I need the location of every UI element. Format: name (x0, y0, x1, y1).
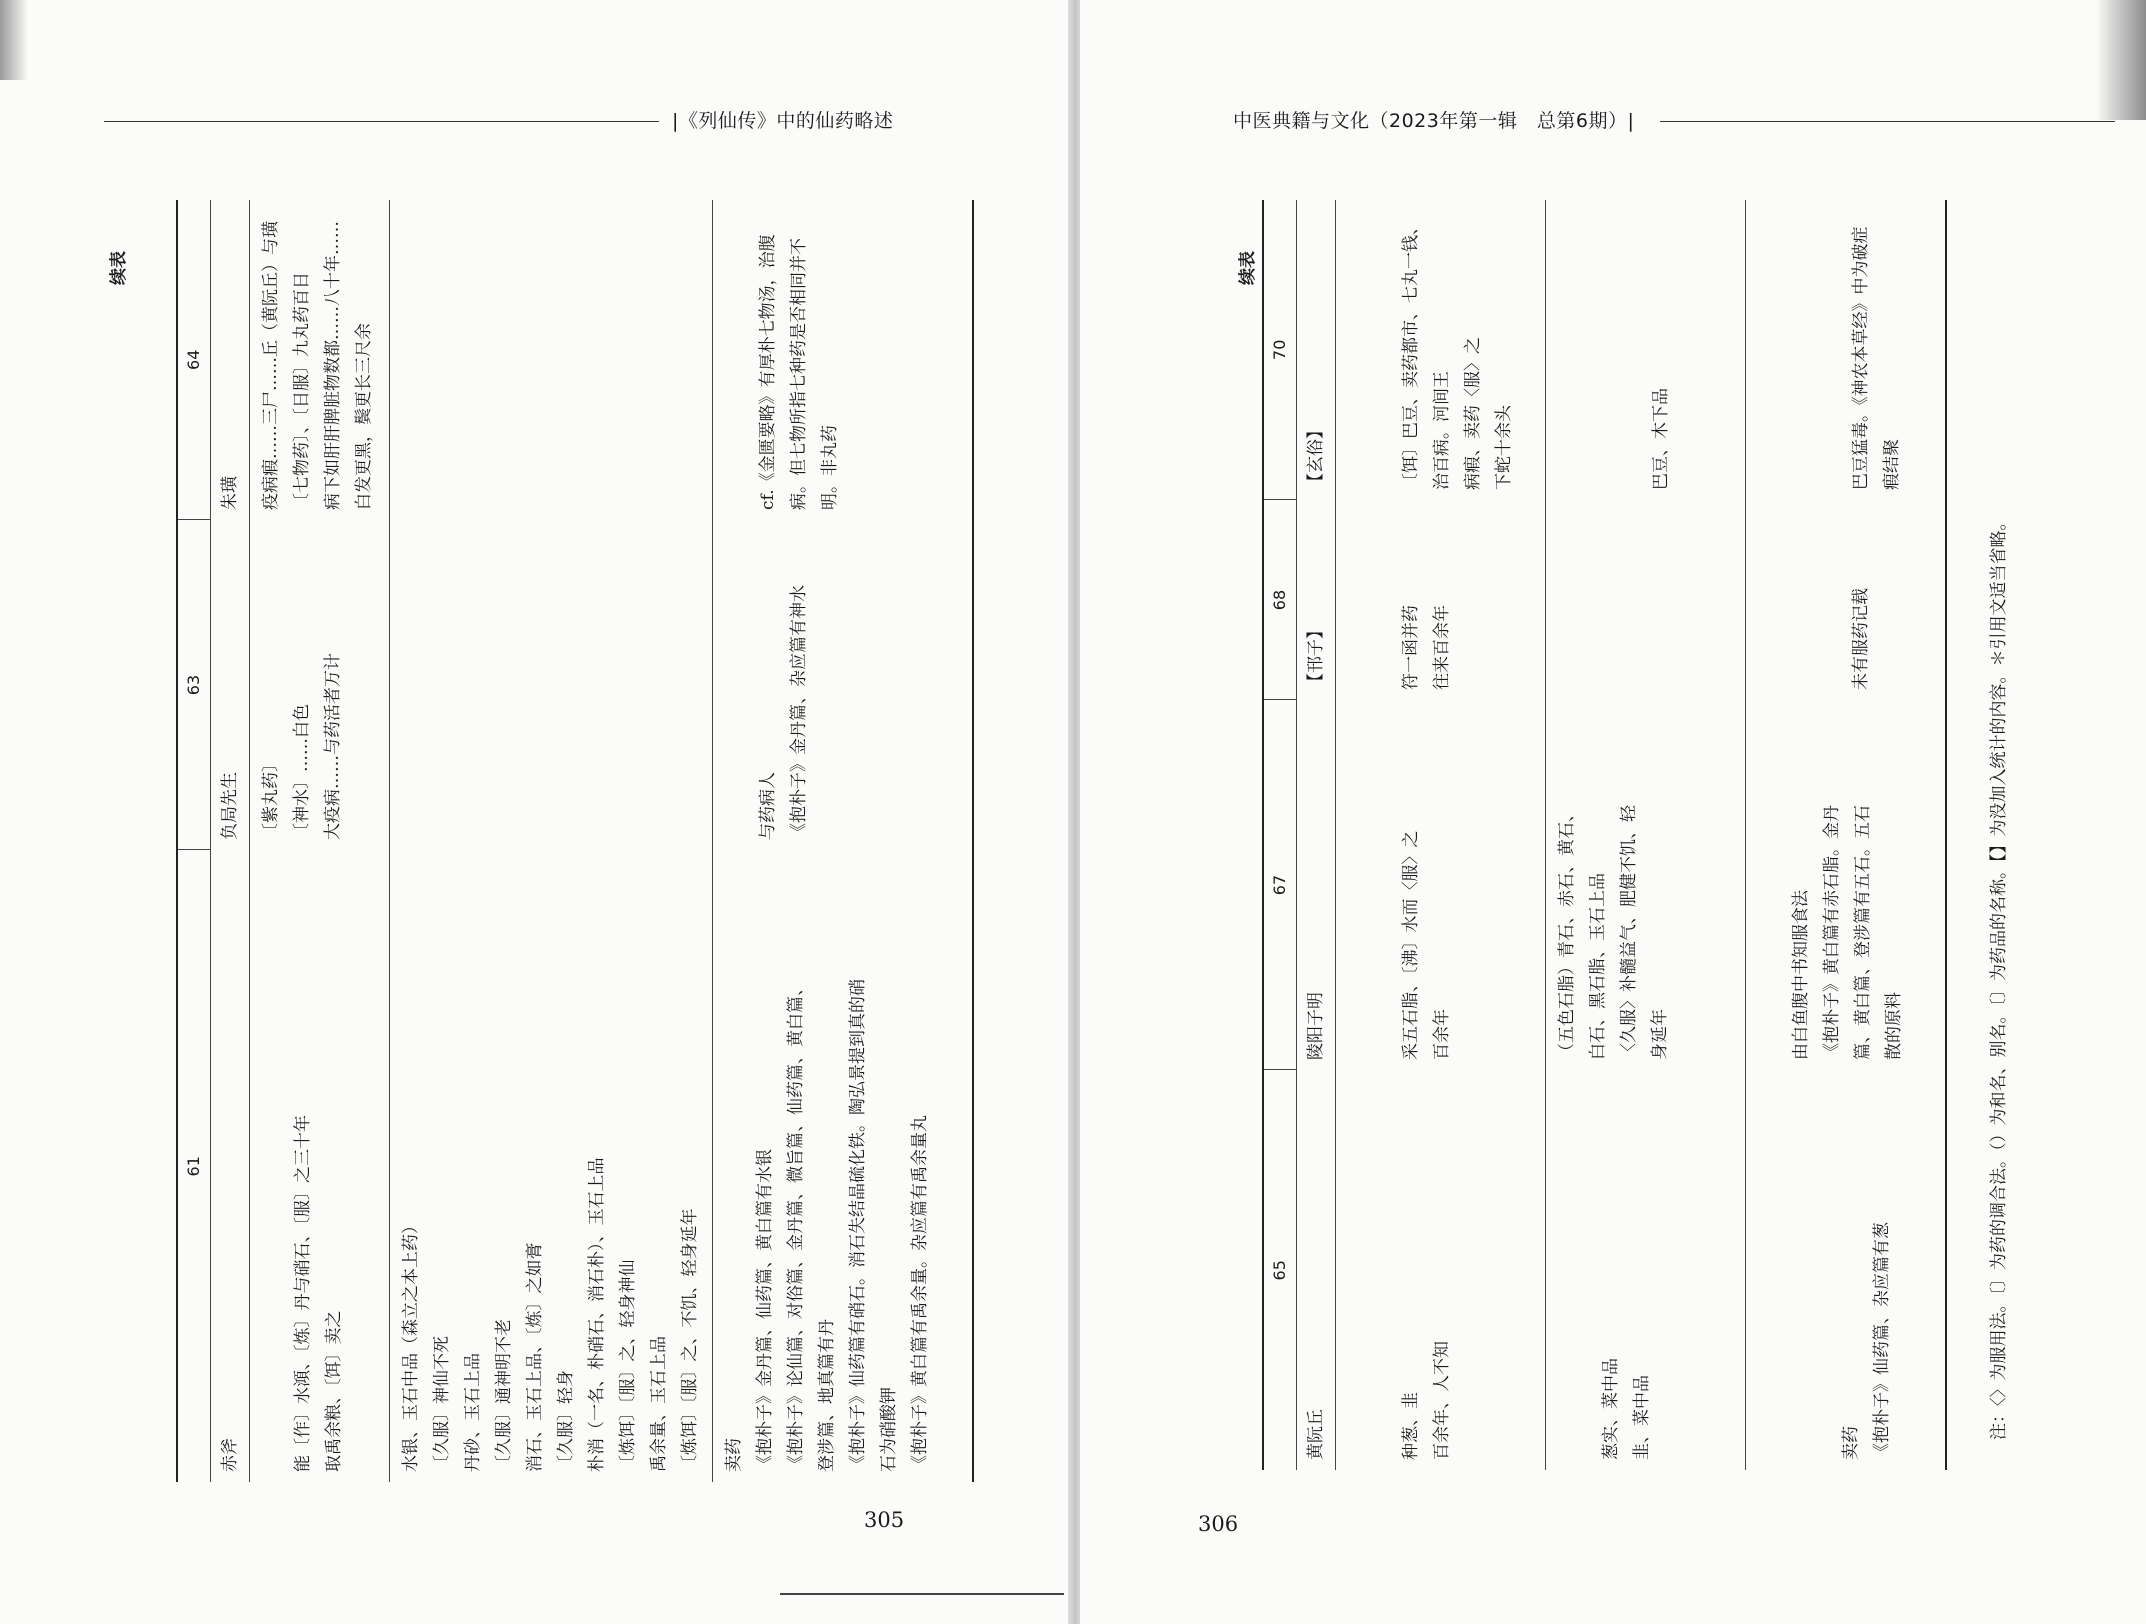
table-cell (1746, 1070, 1946, 1470)
cell-line: 〔久服〕通神明不老 (494, 1319, 514, 1472)
cell-line: 能〔作〕水澒、〔炼〕丹与硝石、〔服〕之三十年 (293, 1115, 313, 1472)
table-cell (713, 200, 973, 520)
cell-line: 巴豆、木下品 (1651, 388, 1671, 490)
table-cell (1746, 500, 1946, 700)
cell-line: 《抱朴子》黄白篇有赤石脂。金丹 (1822, 805, 1842, 1060)
continued-label: 续表 (1238, 251, 1258, 285)
immortal-name: 朱璜 (211, 200, 250, 520)
cell-line: 〔久服〕神仙不死 (432, 1336, 452, 1472)
table-cell (1336, 700, 1546, 1070)
cell-line: 〔久服〕轻身 (556, 1370, 576, 1472)
immortal-name: 【邗子】 (1297, 500, 1336, 700)
cell-line: 符一函并药 (1401, 605, 1421, 690)
cell-line: 〔炼饵〕〔服〕之、不饥、轻身延年 (680, 1208, 700, 1472)
cell-line: 与药病人 (758, 772, 778, 840)
cell-line: 《抱朴子》仙药篇、杂应篇有葱 (1872, 1222, 1892, 1460)
bottom-edge (780, 1593, 1064, 1595)
table-cell (713, 850, 973, 1482)
running-header: |《列仙传》中的仙药略述 (672, 110, 894, 132)
cell-line: 白石、黑石脂、玉石上品 (1588, 873, 1608, 1060)
cell-line: 卖药 (724, 1438, 744, 1472)
continued-table (176, 200, 974, 1482)
table-cell (1336, 1070, 1546, 1470)
cell-line: 《抱朴子》金丹篇、杂应篇有神水 (789, 585, 809, 840)
cell-line: 消石、玉石上品、〔炼〕之如膏 (525, 1242, 545, 1472)
table-cell (1546, 500, 1746, 700)
drug-row (1546, 200, 1746, 1470)
col-number: 61 (177, 850, 211, 1482)
col-number: 63 (177, 520, 211, 850)
cell-line: 水银、玉石中品（森立之本上药） (401, 1217, 421, 1472)
cell-line: 未有服药记载 (1851, 588, 1871, 690)
cell-line: 〔紫丸药〕 (261, 755, 281, 840)
table-cell (250, 200, 390, 520)
cell-line: 韭、菜中品 (1632, 1375, 1652, 1460)
cell-line: 种葱、韭 (1401, 1392, 1421, 1460)
scan-shadow (2096, 0, 2146, 120)
col-number: 67 (1263, 700, 1297, 1070)
cell-line: 身延年 (1650, 1009, 1670, 1060)
drug-row (390, 200, 713, 1482)
cell-line: 〔七物药〕、〔日服〕九丸药百日 (292, 272, 312, 510)
cell-line: 篇、黄白篇、登涉篇有五石。五石 (1853, 805, 1873, 1060)
continued-table (1262, 200, 1947, 1470)
table-cell (250, 850, 390, 1482)
table-cell (1546, 700, 1746, 1070)
cell-line: 丹砂、玉石上品 (463, 1353, 483, 1472)
column-number-row (177, 200, 211, 1482)
cell-line: 《抱朴子》论仙篇、对俗篇、金丹篇、微旨篇、仙药篇、黄白篇、 (786, 979, 806, 1472)
column-number-row (1263, 200, 1297, 1470)
cell-line: 百余年 (1432, 1009, 1452, 1060)
table-cell (1746, 700, 1946, 1070)
table-cell (390, 850, 713, 1482)
cell-line: 取禹余粮、〔饵〕卖之 (324, 1310, 344, 1472)
cell-line: 白发更黑，鬓更长三尺余 (354, 323, 374, 510)
continued-label: 续表 (109, 251, 129, 285)
cell-line: 病瘕、卖药〈服〉之 (1463, 337, 1483, 490)
cell-line: 百余年、人不知 (1432, 1341, 1452, 1460)
cell-line: 大疫病……与药活者万计 (323, 653, 343, 840)
cell-line: 散的原料 (1884, 992, 1904, 1060)
immortal-name: 黄阮丘 (1297, 1070, 1336, 1470)
right-page (1080, 0, 2146, 1624)
scan-shadow (0, 0, 28, 80)
cell-line: （五色石脂）青石、赤石、黄石、 (1557, 805, 1577, 1060)
immortal-name: 陵阳子明 (1297, 700, 1336, 1070)
table-cell (1546, 200, 1746, 500)
cell-line: 朴消（一名、朴硝石、消石朴）、玉石上品 (587, 1157, 607, 1472)
cell-line: 由白鱼腹中书知服食法 (1791, 890, 1811, 1060)
table-cell (1336, 500, 1546, 700)
cell-line: 采五石脂、〔沸〕水而〈服〉之 (1401, 830, 1421, 1060)
cell-line: 〔炼饵〕〔服〕之、轻身神仙 (618, 1259, 638, 1472)
immortal-name: 负局先生 (211, 520, 250, 850)
immortal-name: 【玄俗】 (1297, 200, 1336, 500)
header-rule (104, 121, 659, 122)
cell-line: 下蛇十余头 (1494, 405, 1514, 490)
note-row (713, 200, 973, 1482)
col-number: 65 (1263, 1070, 1297, 1470)
note-row (1746, 200, 1946, 1470)
table-cell (250, 520, 390, 850)
cell-line: 葱实、菜中品 (1601, 1358, 1621, 1460)
cell-line: 明。非丸药 (820, 425, 840, 510)
cell-line: 卖药 (1841, 1426, 1861, 1460)
cell-line: cf.《金匮要略》有厚朴七物汤，治腹 (758, 234, 778, 510)
table-cell (390, 520, 713, 850)
immortal-name: 赤斧 (211, 850, 250, 1482)
cell-line: 石为硝酸钾 (879, 1387, 899, 1472)
cell-line: 〈久服〉补髓益气、肥健不饥、轻 (1619, 805, 1639, 1060)
usage-row (1336, 200, 1546, 1470)
table-cell (1546, 1070, 1746, 1470)
table-cell (713, 520, 973, 850)
cell-line: 《抱朴子》仙药篇有硝石。消石失结晶硫化铁。陶弘景提到真的硝 (848, 979, 868, 1472)
cell-line: 〔神水〕……白色 (292, 704, 312, 840)
table-cell (1336, 200, 1546, 500)
table-cell (1746, 200, 1946, 500)
cell-line: 《抱朴子》金丹篇、仙药篇、黄白篇有水银 (755, 1149, 775, 1472)
cell-line: 〔饵〕巴豆、卖药都市、七丸一钱、治百病。河间王 (1401, 218, 1452, 490)
cell-line: 禹余量、玉石上品 (649, 1336, 669, 1472)
col-number: 68 (1263, 500, 1297, 700)
cell-line: 巴豆猛毒。《神农本草经》中为破症瘕结聚 (1851, 226, 1902, 490)
cell-line: 《抱朴子》黄白篇有禹余量。杂应篇有禹余量丸 (910, 1115, 930, 1472)
name-row (211, 200, 250, 1482)
left-page (0, 0, 1068, 1624)
name-row (1297, 200, 1336, 1470)
usage-row (250, 200, 390, 1482)
header-rule (1660, 121, 2115, 122)
page-number: 305 (864, 1508, 905, 1532)
page-number: 306 (1198, 1512, 1239, 1536)
cell-line: 登涉篇、地真篇有丹 (817, 1319, 837, 1472)
cell-line: 疫病瘕……三尸……丘（黄阮丘）与璜 (261, 221, 281, 510)
cell-line: 往来百余年 (1432, 605, 1452, 690)
table-cell (390, 200, 713, 520)
table-footnote: 注：〈〉为服用法。〔〕为药的调合法。（）为和名、别名。〔〕为药品的名称。【】为没加入统计的内容。＊引用文适当省略。 (1989, 513, 2009, 1440)
cell-line: 病。但七物所指七种药是否相同并不 (789, 238, 809, 510)
cell-line: 病下如肝肝脾脏物数都……八十年…… (323, 221, 343, 510)
running-header: 中医典籍与文化（2023年第一辑 总第6期）| (1233, 110, 1635, 132)
col-number: 70 (1263, 200, 1297, 500)
col-number: 64 (177, 200, 211, 520)
